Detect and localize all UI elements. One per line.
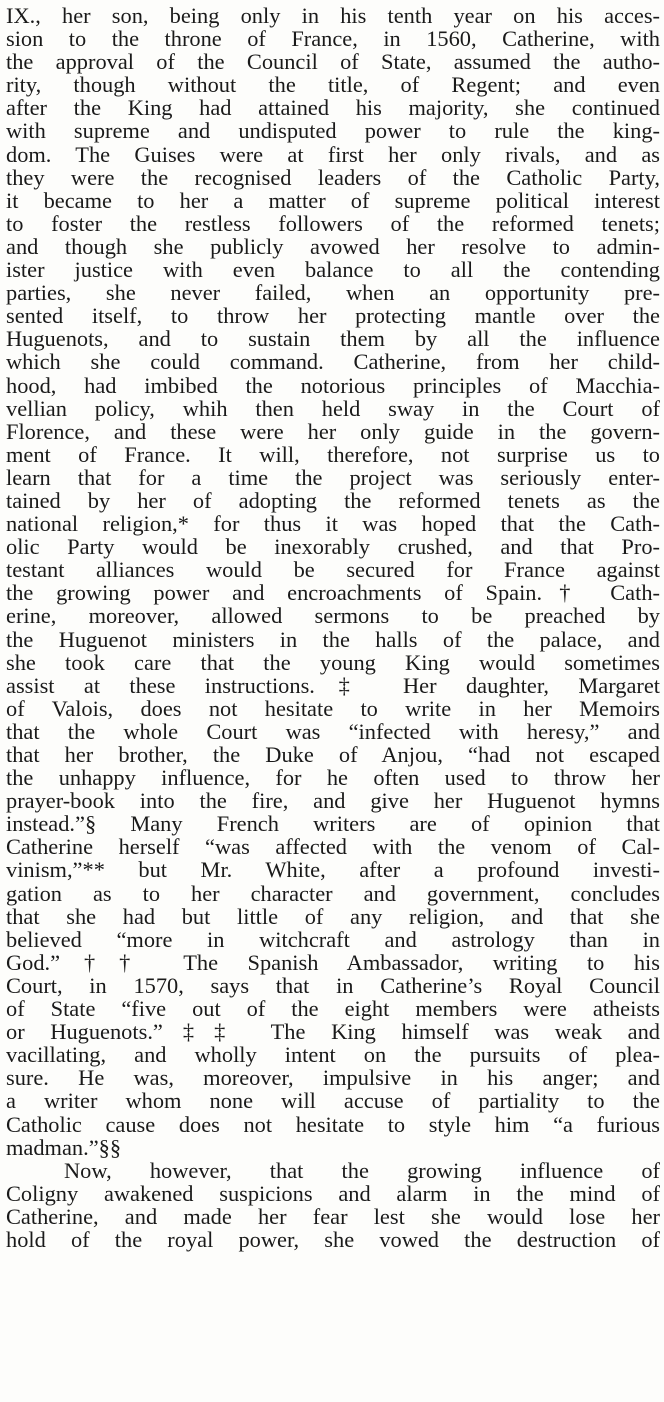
text-line: Catherine herself “was affected with the venom of Cal- [6,834,660,860]
text-line: which she could command. Catherine, from her child- [6,349,660,375]
text-line: olic Party would be inexorably crushed, and that Pro- [6,534,660,560]
text-line: the unhappy influence, for he often used to throw her [6,765,660,791]
text-line: assist at these instructions.‡ Her daughter, Margaret [6,672,660,698]
text-line: the Huguenot ministers in the halls of the palace, and [6,626,660,652]
text-line: sion to the throne of France, in 1560, Catherine, with [6,26,660,52]
text-line: hold of the royal power, she vowed the destruction of [6,1226,660,1252]
text-line: sented itself, to throw her protecting mantle over the [6,303,660,329]
text-line: prayer-book into the fire, and give her Huguenot hymns [6,788,660,814]
text-line: erine, moreover, allowed sermons to be preached by [6,603,660,629]
text-line: with supreme and undisputed power to rule the king- [6,118,660,144]
text-line: Catholic cause does not hesitate to style him “a furious [6,1111,660,1137]
text-line: after the King had attained his majority, she continued [6,95,660,121]
text-line: Coligny awakened suspicions and alarm in the mind of [6,1180,660,1206]
text-line: that her brother, the Duke of Anjou, “had not escaped [6,742,660,767]
text-line: it became to her a matter of supreme political interest [6,187,660,213]
text-line: Florence, and these were her only guide in the govern- [6,418,660,444]
text-line: Huguenots, and to sustain them by all the influence [6,326,660,352]
text-line: instead.”§ Many French writers are of opinion that [6,811,660,837]
text-line: believed “more in witchcraft and astrology than in [6,926,660,952]
text-line: vacillating, and wholly intent on the pursuits of plea- [6,1042,660,1068]
text-line: national religion,* for thus it was hoped that the Cath- [6,511,660,537]
text-line: that the whole Court was “infected with heresy,” and [6,718,660,744]
text-line: Catherine, and made her fear lest she would lose her [6,1203,660,1229]
body-text [6,4,660,1251]
text-line: of Valois, does not hesitate to write in her Memoirs [6,695,660,721]
paragraph-1 [6,4,660,1159]
text-line: a writer whom none will accuse of partiality to the [6,1088,660,1114]
paragraph-2 [6,1159,660,1251]
text-line: rity, though without the title, of Regent; and even [6,72,660,98]
text-line: ister justice with even balance to all the contending [6,257,660,283]
text-line: tained by her of adopting the reformed tenets as the [6,487,660,513]
text-line: to foster the restless followers of the reformed tenets; [6,210,660,236]
text-line: learn that for a time the project was seriously enter- [6,464,660,490]
text-line: vinism,”** but Mr. White, after a profound investi- [6,857,660,883]
text-line: dom. The Guises were at first her only rivals, and as [6,141,660,167]
text-line: vellian policy, whih then held sway in the Court of [6,395,660,421]
text-line: Court, in 1570, says that in Catherine’s Royal Council [6,972,660,998]
text-line: testant alliances would be secured for France against [6,557,660,583]
text-line: the approval of the Council of State, assumed the autho- [6,49,660,75]
text-line: that she had but little of any religion, and that she [6,903,660,929]
text-line: they were the recognised leaders of the Catholic Party, [6,164,660,190]
text-line: the growing power and encroachments of Spain.† Cath- [6,580,660,606]
text-line: sure. He was, moreover, impulsive in his anger; and [6,1065,660,1091]
text-line: Now, however, that the growing influence of [64,1157,660,1183]
text-line: parties, she never failed, when an opportunity pre- [6,280,660,306]
text-line: gation as to her character and government, concludes [6,880,660,906]
text-line: madman.”§§ [6,1134,122,1160]
text-line: of State “five out of the eight members were atheists [6,996,660,1022]
text-line: and though she publicly avowed her resolve to admin- [6,233,660,259]
text-line: God.”†† The Spanish Ambassador, writing to his [6,949,660,975]
text-line: ment of France. It will, therefore, not surprise us to [6,441,660,467]
text-line: IX., her son, being only in his tenth year on his acces- [6,3,660,28]
text-line: she took care that the young King would sometimes [6,649,660,675]
text-line: or Huguenots.”‡‡ The King himself was weak and [6,1019,660,1045]
text-line: hood, had imbibed the notorious principles of Macchia- [6,372,660,398]
